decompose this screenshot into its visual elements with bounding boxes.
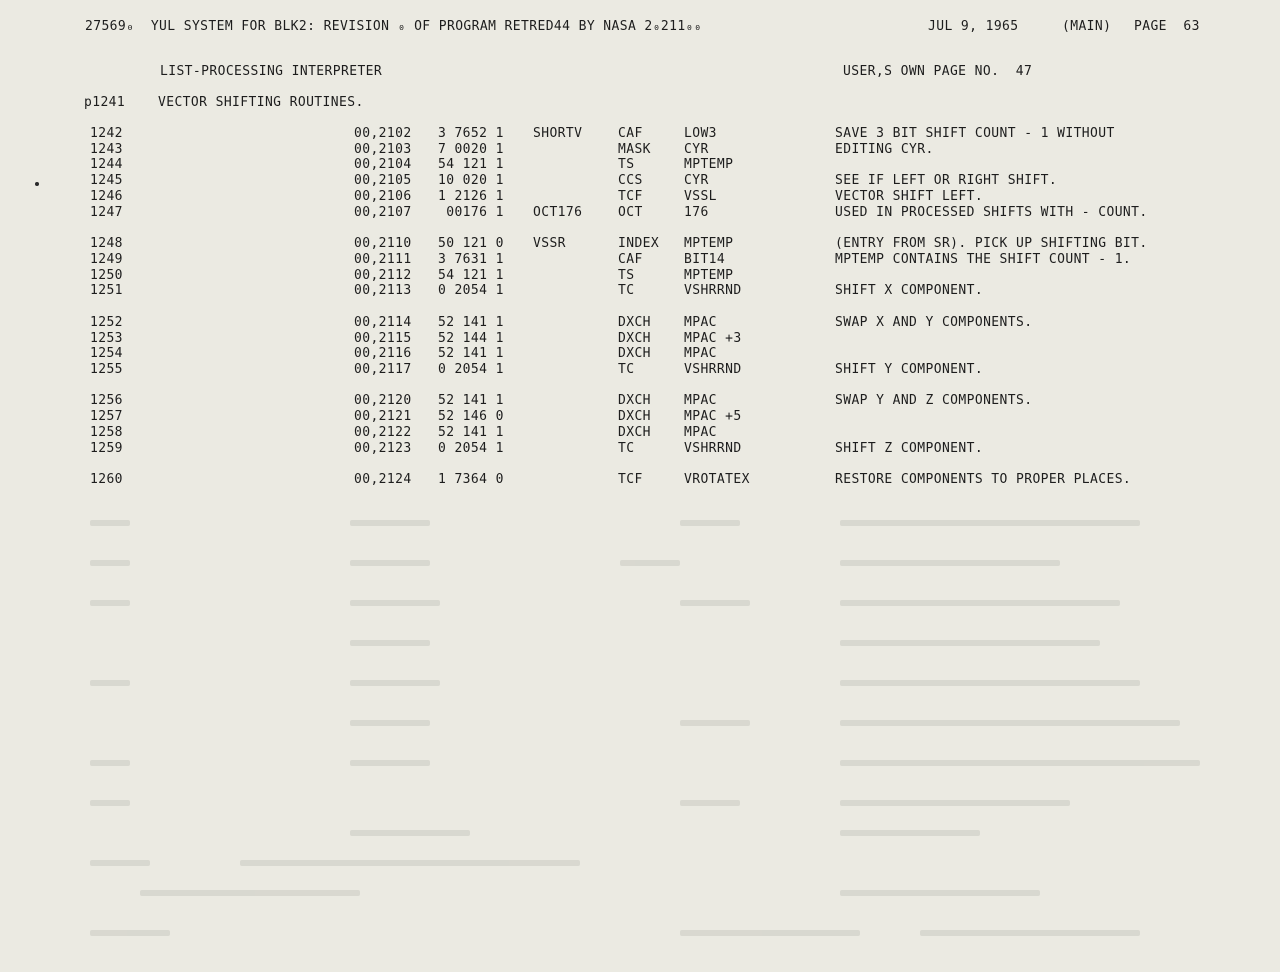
operand: MPTEMP: [684, 236, 734, 251]
comment: EDITING CYR.: [835, 142, 934, 157]
opcode: DXCH: [618, 393, 651, 408]
address: 00,2114: [354, 315, 412, 330]
octal-code: 54 121 1: [438, 157, 504, 172]
line-number: 1250: [90, 268, 123, 283]
listing-row: [0, 409, 1280, 425]
section-title: VECTOR SHIFTING ROUTINES.: [158, 95, 364, 110]
comment: SWAP Y AND Z COMPONENTS.: [835, 393, 1033, 408]
line-number: 1248: [90, 236, 123, 251]
address: 00,2115: [354, 331, 412, 346]
address: 00,2116: [354, 346, 412, 361]
opcode: TS: [618, 157, 635, 172]
opcode: TCF: [618, 472, 643, 487]
line-number: 1255: [90, 362, 123, 377]
octal-code: 52 141 1: [438, 393, 504, 408]
octal-code: 52 141 1: [438, 315, 504, 330]
listing-row: [0, 189, 1280, 205]
address: 00,2112: [354, 268, 412, 283]
line-number: 1253: [90, 331, 123, 346]
label: OCT176: [533, 205, 583, 220]
operand: LOW3: [684, 126, 717, 141]
header-date: JUL 9, 1965: [928, 19, 1019, 34]
listing-row: [0, 205, 1280, 221]
line-number: 1252: [90, 315, 123, 330]
opcode: TC: [618, 362, 635, 377]
listing-row: [0, 173, 1280, 189]
line-number: 1259: [90, 441, 123, 456]
opcode: DXCH: [618, 346, 651, 361]
operand: MPAC: [684, 346, 717, 361]
line-number: 1249: [90, 252, 123, 267]
comment: USED IN PROCESSED SHIFTS WITH - COUNT.: [835, 205, 1148, 220]
operand: VROTATEX: [684, 472, 750, 487]
opcode: CCS: [618, 173, 643, 188]
listing-row: [0, 283, 1280, 299]
user-page-number: USER,S OWN PAGE NO. 47: [843, 64, 1033, 79]
listing-row: [0, 252, 1280, 268]
octal-code: 54 121 1: [438, 268, 504, 283]
listing-row: [0, 362, 1280, 378]
opcode: CAF: [618, 126, 643, 141]
operand: VSSL: [684, 189, 717, 204]
line-number: 1246: [90, 189, 123, 204]
listing-row: [0, 393, 1280, 409]
operand: BIT14: [684, 252, 726, 267]
address: 00,2124: [354, 472, 412, 487]
operand: VSHRRND: [684, 362, 742, 377]
octal-code: 52 144 1: [438, 331, 504, 346]
operand: MPAC: [684, 425, 717, 440]
line-number: 1242: [90, 126, 123, 141]
listing-row: [0, 315, 1280, 331]
address: 00,2117: [354, 362, 412, 377]
opcode: DXCH: [618, 315, 651, 330]
octal-code: 3 7652 1: [438, 126, 504, 141]
comment: SHIFT X COMPONENT.: [835, 283, 984, 298]
line-number: 1243: [90, 142, 123, 157]
line-number: 1256: [90, 393, 123, 408]
operand: MPAC: [684, 315, 717, 330]
address: 00,2105: [354, 173, 412, 188]
listing-row: [0, 472, 1280, 488]
operand: MPTEMP: [684, 157, 734, 172]
comment: SEE IF LEFT OR RIGHT SHIFT.: [835, 173, 1058, 188]
listing-title: LIST-PROCESSING INTERPRETER: [160, 64, 383, 79]
opcode: OCT: [618, 205, 643, 220]
comment: SWAP X AND Y COMPONENTS.: [835, 315, 1033, 330]
octal-code: 10 020 1: [438, 173, 504, 188]
comment: MPTEMP CONTAINS THE SHIFT COUNT - 1.: [835, 252, 1132, 267]
line-number: 1247: [90, 205, 123, 220]
opcode: TCF: [618, 189, 643, 204]
comment: SAVE 3 BIT SHIFT COUNT - 1 WITHOUT: [835, 126, 1115, 141]
comment: (ENTRY FROM SR). PICK UP SHIFTING BIT.: [835, 236, 1148, 251]
address: 00,2111: [354, 252, 412, 267]
address: 00,2123: [354, 441, 412, 456]
opcode: DXCH: [618, 425, 651, 440]
comment: VECTOR SHIFT LEFT.: [835, 189, 984, 204]
line-number: 1245: [90, 173, 123, 188]
comment: RESTORE COMPONENTS TO PROPER PLACES.: [835, 472, 1132, 487]
line-number: 1260: [90, 472, 123, 487]
label: SHORTV: [533, 126, 583, 141]
listing-row: [0, 346, 1280, 362]
operand: 176: [684, 205, 709, 220]
opcode: DXCH: [618, 409, 651, 424]
address: 00,2106: [354, 189, 412, 204]
header-main: (MAIN): [1062, 19, 1112, 34]
octal-code: 52 141 1: [438, 425, 504, 440]
address: 00,2102: [354, 126, 412, 141]
comment: SHIFT Z COMPONENT.: [835, 441, 984, 456]
opcode: TS: [618, 268, 635, 283]
line-number: 1251: [90, 283, 123, 298]
octal-code: 0 2054 1: [438, 362, 504, 377]
address: 00,2121: [354, 409, 412, 424]
comment: SHIFT Y COMPONENT.: [835, 362, 984, 377]
listing-row: [0, 236, 1280, 252]
opcode: TC: [618, 441, 635, 456]
operand: VSHRRND: [684, 283, 742, 298]
label: VSSR: [533, 236, 566, 251]
opcode: MASK: [618, 142, 651, 157]
line-number: 1254: [90, 346, 123, 361]
address: 00,2113: [354, 283, 412, 298]
operand: VSHRRND: [684, 441, 742, 456]
octal-code: 7 0020 1: [438, 142, 504, 157]
octal-code: 1 7364 0: [438, 472, 504, 487]
line-number: 1257: [90, 409, 123, 424]
octal-code: 0 2054 1: [438, 441, 504, 456]
operand: MPAC +3: [684, 331, 742, 346]
octal-code: 50 121 0: [438, 236, 504, 251]
listing-row: [0, 331, 1280, 347]
header-program-info: 27569₀ YUL SYSTEM FOR BLK2: REVISION ₀ OF PROGRAM RETRED44 BY NASA 2₀211₀₀: [85, 19, 702, 34]
operand: CYR: [684, 173, 709, 188]
address: 00,2103: [354, 142, 412, 157]
operand: CYR: [684, 142, 709, 157]
operand: MPAC +5: [684, 409, 742, 424]
line-number: 1258: [90, 425, 123, 440]
listing-row: [0, 268, 1280, 284]
octal-code: 52 141 1: [438, 346, 504, 361]
section-line-number: p1241: [84, 95, 126, 110]
octal-code: 0 2054 1: [438, 283, 504, 298]
address: 00,2104: [354, 157, 412, 172]
address: 00,2110: [354, 236, 412, 251]
address: 00,2120: [354, 393, 412, 408]
listing-row: [0, 142, 1280, 158]
operand: MPTEMP: [684, 268, 734, 283]
octal-code: 3 7631 1: [438, 252, 504, 267]
octal-code: 00176 1: [438, 205, 504, 220]
listing-row: [0, 425, 1280, 441]
listing-row: [0, 441, 1280, 457]
address: 00,2107: [354, 205, 412, 220]
opcode: INDEX: [618, 236, 660, 251]
opcode: TC: [618, 283, 635, 298]
line-number: 1244: [90, 157, 123, 172]
opcode: CAF: [618, 252, 643, 267]
address: 00,2122: [354, 425, 412, 440]
operand: MPAC: [684, 393, 717, 408]
listing-row: [0, 157, 1280, 173]
bleed-through-texture: [80, 500, 1220, 960]
octal-code: 52 146 0: [438, 409, 504, 424]
octal-code: 1 2126 1: [438, 189, 504, 204]
opcode: DXCH: [618, 331, 651, 346]
header-page-number: PAGE 63: [1134, 19, 1200, 34]
listing-row: [0, 126, 1280, 142]
